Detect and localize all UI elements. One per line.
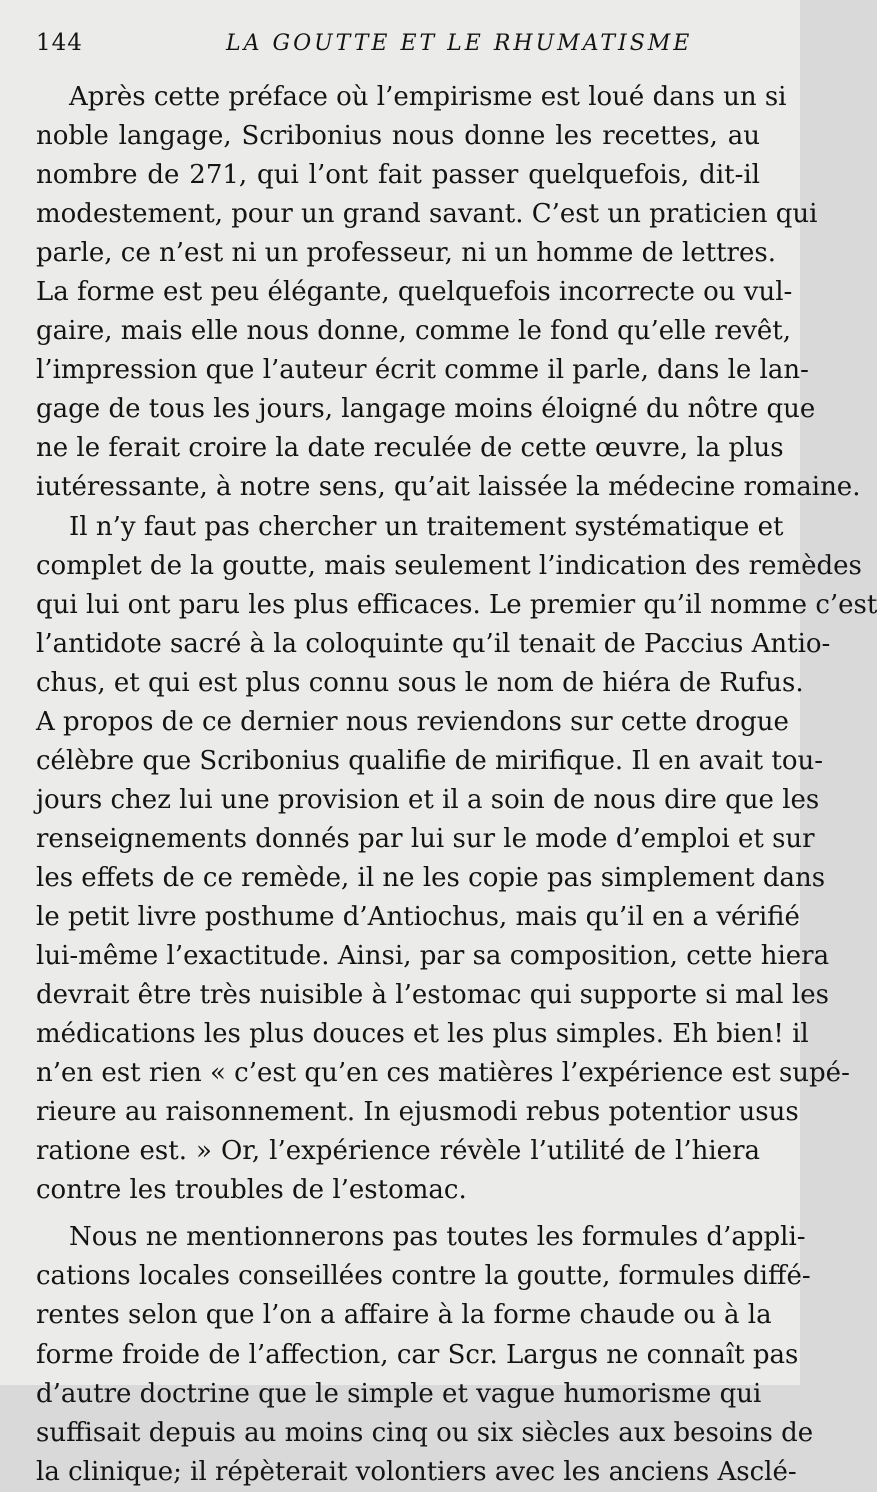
text-line: rentes selon que l’on a affaire à la forme chaude ou à la (36, 1300, 772, 1331)
page-number: 144 (36, 30, 83, 56)
text-line: lui-même l’exactitude. Ainsi, par sa composition, cette hiera (36, 941, 830, 972)
text-line: modestement, pour un grand savant. C’est un praticien qui (36, 199, 818, 230)
text-line: l’antidote sacré à la coloquinte qu’il tenait de Paccius Antio- (36, 628, 831, 659)
text-line: rieure au raisonnement. In ejusmodi rebus potentior usus (36, 1097, 799, 1128)
text-line: gaire, mais elle nous donne, comme le fond qu’elle revêt, (36, 316, 792, 347)
text-line: médications les plus douces et les plus simples. Eh bien! il (36, 1019, 809, 1050)
text-line: devrait être très nuisible à l’estomac qui supporte si mal les (36, 980, 829, 1011)
text-line: qui lui ont paru les plus efficaces. Le premier qu’il nomme c’est (36, 589, 877, 620)
running-head: LA GOUTTE ET LE RHUMATISME (226, 31, 693, 56)
text-line: nombre de 271, qui l’ont fait passer quelquefois, dit-il (36, 160, 760, 191)
text-line: chus, et qui est plus connu sous le nom de hiéra de Rufus. (36, 667, 804, 698)
text-line: l’impression que l’auteur écrit comme il parle, dans le lan- (36, 355, 809, 386)
text-line: célèbre que Scribonius qualifie de mirifique. Il en avait tou- (36, 745, 824, 776)
text-line: forme froide de l’affection, car Scr. Largus ne connaît pas (36, 1339, 799, 1370)
text-line: la clinique; il répèterait volontiers avec les anciens Asclé- (36, 1456, 797, 1487)
text-line: complet de la goutte, mais seulement l’indication des remèdes (36, 550, 862, 581)
page-header (36, 30, 762, 60)
text-line: gage de tous les jours, langage moins éloigné du nôtre que (36, 394, 816, 425)
text-line: suffisait depuis au moins cinq ou six siècles aux besoins de (36, 1417, 814, 1448)
text-line: n’en est rien « c’est qu’en ces matières l’expérience est supé- (36, 1058, 850, 1089)
text-line: Nous ne mentionnerons pas toutes les formules d’appli- (69, 1222, 806, 1253)
text-line: noble langage, Scribonius nous donne les recettes, au (36, 121, 760, 152)
text-line: cations locales conseillées contre la goutte, formules diffé- (36, 1261, 811, 1292)
text-line: d’autre doctrine que le simple et vague humorisme qui (36, 1378, 762, 1409)
text-line: ratione est. » Or, l’expérience révèle l’utilité de l’hiera (36, 1136, 760, 1167)
text-line: renseignements donnés par lui sur le mode d’emploi et sur (36, 823, 815, 854)
text-line: Après cette préface où l’empirisme est loué dans un si (69, 82, 787, 112)
text-line: le petit livre posthume d’Antiochus, mais qu’il en a vérifié (36, 901, 800, 932)
text-line: A propos de ce dernier nous reviendons sur cette drogue (36, 706, 789, 737)
body-text (36, 78, 877, 1492)
text-line: La forme est peu élégante, quelquefois incorrecte ou vul- (36, 277, 793, 308)
text-line: iutéressante, à notre sens, qu’ait laissée la médecine romaine. (36, 472, 861, 503)
text-line: Il n’y faut pas chercher un traitement systématique et (69, 511, 784, 542)
text-line: ne le ferait croire la date reculée de cette œuvre, la plus (36, 433, 784, 464)
text-line: les effets de ce remède, il ne les copie pas simplement dans (36, 862, 826, 893)
text-line: parle, ce n’est ni un professeur, ni un homme de lettres. (36, 238, 776, 269)
text-line: contre les troubles de l’estomac. (36, 1175, 467, 1206)
text-line: jours chez lui une provision et il a soin de nous dire que les (36, 784, 820, 815)
